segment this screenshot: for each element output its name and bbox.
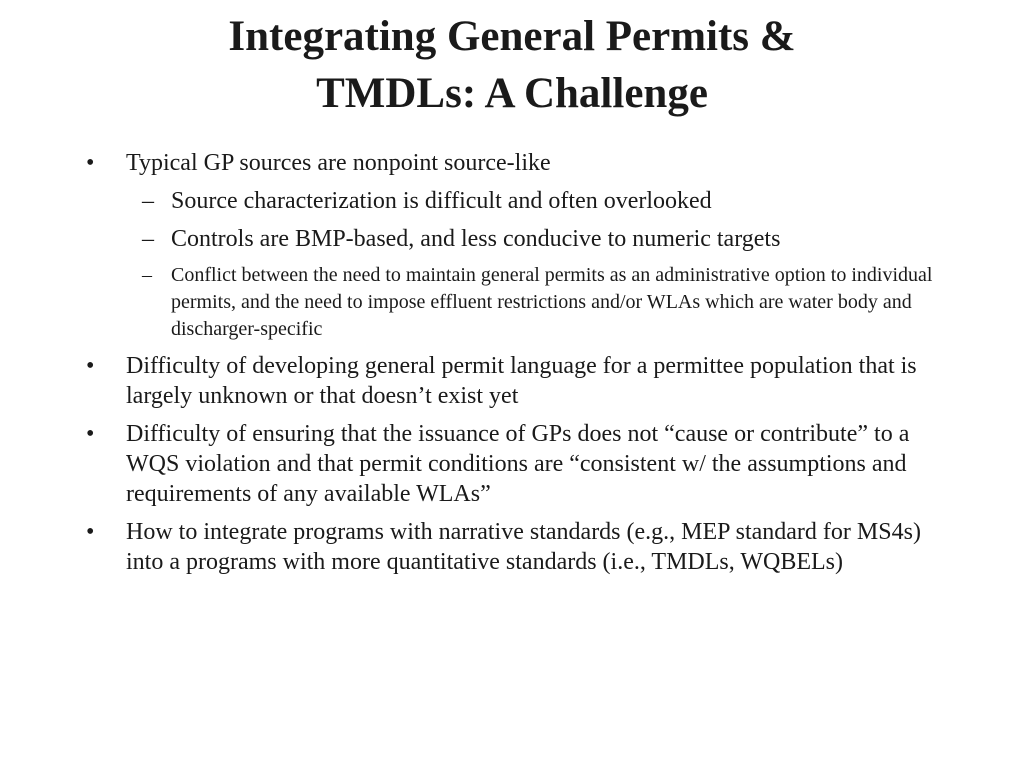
sub-bullet-text: Conflict between the need to maintain general permits as an administrative option to individual permits, and the need to impose effluent restrictions and/or WLAs which are water body and discharger-specific — [171, 264, 933, 340]
sub-bullet-item — [126, 262, 960, 343]
bullet-item — [80, 517, 960, 577]
bullet-item — [80, 148, 960, 343]
bullet-text: Typical GP sources are nonpoint source-like — [126, 150, 551, 176]
slide-title — [60, 8, 964, 122]
sub-bullet-text: Controls are BMP-based, and less conducive to numeric targets — [171, 226, 781, 252]
bullet-text: Difficulty of developing general permit language for a permittee population that is largely unknown or that doesn’t exist yet — [126, 353, 917, 409]
bullet-item — [80, 419, 960, 509]
sub-bullet-text: Source characterization is difficult and often overlooked — [171, 188, 712, 214]
bullet-text: Difficulty of ensuring that the issuance of GPs does not “cause or contribute” to a WQS violation and that permit conditions are “consistent w/ the assumptions and requirements of any available WLAs” — [126, 421, 910, 507]
slide-body — [80, 148, 960, 585]
sub-bullet-marker: – — [142, 188, 154, 214]
slide-title-line-2: TMDLs: A Challenge — [316, 70, 708, 117]
sub-bullet-item — [126, 224, 960, 254]
slide-title-line-1: Integrating General Permits & — [228, 13, 796, 60]
sub-bullet-marker: – — [142, 264, 152, 286]
bullet-marker: • — [86, 421, 95, 447]
bullet-marker: • — [86, 519, 95, 545]
sub-bullet-item — [126, 186, 960, 216]
sub-bullet-marker: – — [142, 226, 154, 252]
bullet-marker: • — [86, 353, 95, 379]
bullet-item — [80, 351, 960, 411]
bullet-marker: • — [86, 150, 95, 176]
bullet-text: How to integrate programs with narrative standards (e.g., MEP standard for MS4s) into a programs with more quantitative standards (i.e., TMDLs, WQBELs) — [126, 519, 921, 575]
